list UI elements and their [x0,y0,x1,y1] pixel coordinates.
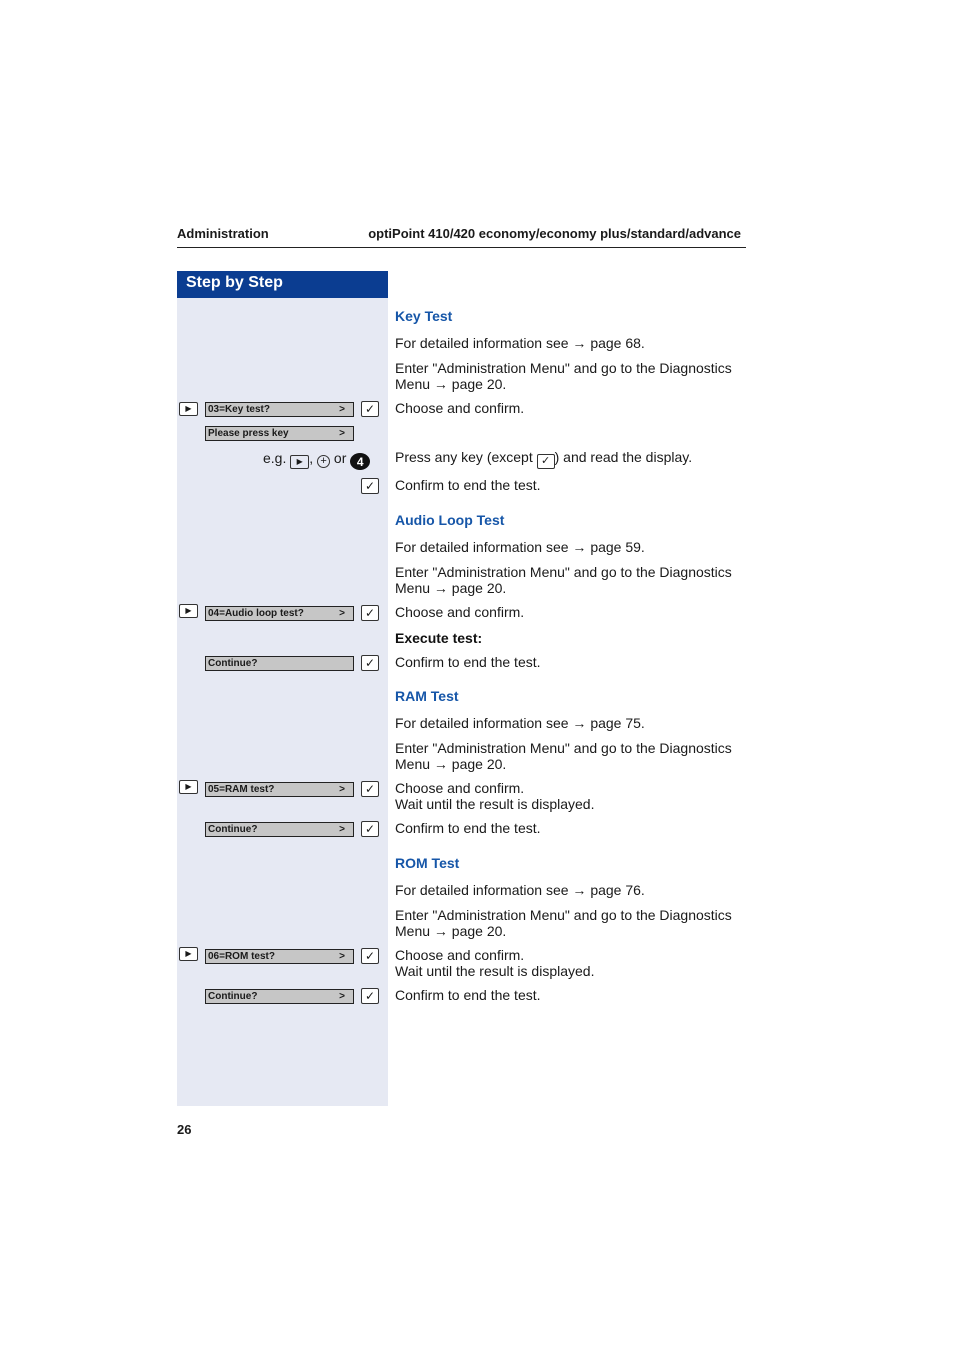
menu-arrow-icon: > [339,824,345,835]
key-test-heading: Key Test [395,308,453,324]
press-text-before: Press any key (except [395,449,533,465]
audio-test-enter-2: Menu → page 20. [395,580,507,596]
header-product: optiPoint 410/420 economy/economy plus/standard/advance [368,226,741,241]
volume-plus-key-icon: + [317,455,330,468]
key-test-confirm: Confirm to end the test. [395,477,541,493]
display-text: 06=ROM test? [208,951,275,962]
rom-test-confirm: Confirm to end the test. [395,987,541,1003]
example-or: or [333,450,347,466]
ram-test-heading: RAM Test [395,688,459,704]
audio-test-info: For detailed information see → page 59. [395,539,645,555]
rom-test-enter-2: Menu → page 20. [395,923,507,939]
display-ram-test [205,782,354,797]
press-text-after: ) and read the display. [554,449,693,465]
display-continue [205,822,354,837]
display-text: 03=Key test? [208,404,270,415]
audio-test-confirm: Confirm to end the test. [395,654,541,670]
header-divider [177,247,746,248]
menu-arrow-icon: > [339,608,345,619]
menu-arrow-icon: > [339,428,345,439]
nav-right-key-icon[interactable]: ▶ [179,780,198,794]
step-by-step-title: Step by Step [177,271,388,298]
key-test-enter-2: Menu → page 20. [395,376,507,392]
menu-arrow-icon: > [339,991,345,1002]
ram-test-info: For detailed information see → page 75. [395,715,645,731]
display-text: 04=Audio loop test? [208,608,304,619]
menu-arrow-icon: > [339,404,345,415]
ok-key-icon[interactable]: ✓ [361,988,379,1004]
ok-key-icon[interactable]: ✓ [361,821,379,837]
example-separator: , [309,450,314,466]
ram-test-wait: Wait until the result is displayed. [395,796,595,812]
key-test-choose: Choose and confirm. [395,400,525,416]
key-test-enter-1: Enter "Administration Menu" and go to the Diagnostics [395,360,732,376]
display-please-press-key [205,426,354,441]
nav-right-key-icon[interactable]: ▶ [179,604,198,618]
display-text: 05=RAM test? [208,784,275,795]
ok-key-icon[interactable]: ✓ [361,478,379,494]
audio-test-enter-1: Enter "Administration Menu" and go to the Diagnostics [395,564,732,580]
rom-test-wait: Wait until the result is displayed. [395,963,595,979]
rom-test-heading: ROM Test [395,855,460,871]
ram-test-enter-2: Menu → page 20. [395,756,507,772]
audio-test-execute: Execute test: [395,630,483,646]
menu-arrow-icon: > [339,951,345,962]
display-text: Continue? [208,991,258,1002]
display-text: Continue? [208,824,258,835]
ok-key-icon[interactable]: ✓ [361,605,379,621]
ram-test-enter-1: Enter "Administration Menu" and go to the Diagnostics [395,740,732,756]
display-rom-test [205,949,354,964]
display-continue [205,989,354,1004]
step-by-step-column [177,298,388,1106]
rom-test-choose: Choose and confirm. [395,947,525,963]
key-test-info: For detailed information see → page 68. [395,335,645,351]
nav-right-key-icon[interactable]: ▶ [179,402,198,416]
ok-key-icon[interactable]: ✓ [361,401,379,417]
display-key-test [205,402,354,417]
ok-key-icon[interactable]: ✓ [361,948,379,964]
digit-four-key-icon: 4 [350,453,370,470]
header-section: Administration [177,226,269,241]
ok-key-icon[interactable]: ✓ [361,655,379,671]
menu-arrow-icon: > [339,784,345,795]
display-text: Continue? [208,658,258,669]
ok-key-icon: ✓ [537,454,555,469]
ram-test-confirm: Confirm to end the test. [395,820,541,836]
nav-right-key-icon: ▶ [290,455,309,469]
display-continue [205,656,354,671]
page-number: 26 [177,1122,192,1137]
rom-test-info: For detailed information see → page 76. [395,882,645,898]
audio-test-heading: Audio Loop Test [395,512,505,528]
key-test-press-any-key [395,449,692,469]
display-audio-loop-test [205,606,354,621]
nav-right-key-icon[interactable]: ▶ [179,947,198,961]
ok-key-icon[interactable]: ✓ [361,781,379,797]
ram-test-choose: Choose and confirm. [395,780,525,796]
display-text: Please press key [208,428,289,439]
audio-test-choose: Choose and confirm. [395,604,525,620]
example-prefix: e.g. [263,450,287,466]
example-keys [263,450,370,470]
rom-test-enter-1: Enter "Administration Menu" and go to the Diagnostics [395,907,732,923]
